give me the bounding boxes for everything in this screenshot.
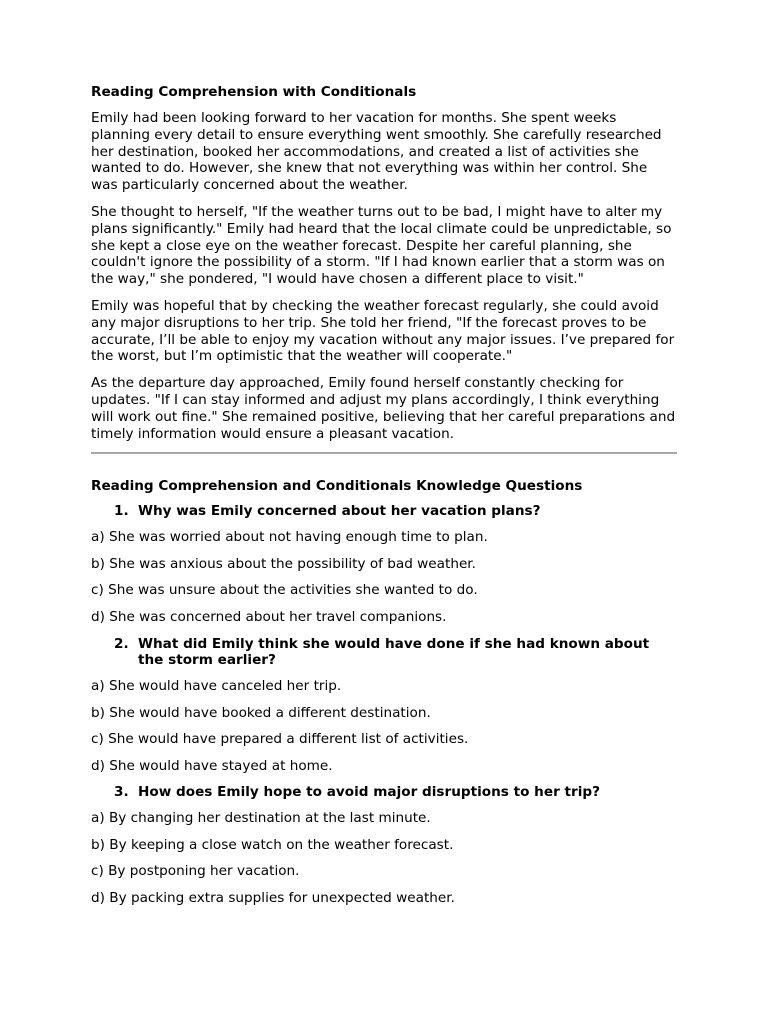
question-1	[91, 503, 677, 520]
answer-option: c) By postponing her vacation.	[91, 863, 300, 880]
passage-paragraph-1: Emily had been looking forward to her vacation for months. She spent weeks planning every detail to ensure everything went smoothly. She carefully researched her destination, booked her accommodations, and created a list of activities she wanted to do. However, she knew that not everything was within her control. She was particularly concerned about the weather.	[91, 110, 662, 194]
answer-option: a) By changing her destination at the last minute.	[91, 810, 431, 827]
questions-heading: Reading Comprehension and Conditionals Knowledge Questions	[91, 478, 583, 495]
document-page	[91, 84, 677, 917]
question-number: 1.	[114, 503, 129, 520]
answer-option: c) She would have prepared a different list of activities.	[91, 731, 469, 748]
passage-paragraph-2: She thought to herself, "If the weather turns out to be bad, I might have to alter my plans significantly." Emily had heard that the local climate could be unpredictable, so she kept a close eye on the weather forecast. Despite her careful planning, she couldn't ignore the possibility of a storm. "If I had known earlier that a storm was on the way," she pondered, "I would have chosen a different place to visit."	[91, 203, 672, 288]
answer-option: b) By keeping a close watch on the weather forecast.	[91, 836, 454, 853]
question-3	[91, 784, 677, 801]
answer-option: a) She would have canceled her trip.	[91, 678, 342, 695]
question-number: 3.	[114, 784, 129, 801]
question-text: What did Emily think she would have done if she had known about the storm earlier?	[138, 635, 650, 669]
question-text: How does Emily hope to avoid major disruptions to her trip?	[138, 784, 600, 801]
answer-option: c) She was unsure about the activities she wanted to do.	[91, 582, 478, 599]
answer-option: b) She would have booked a different destination.	[91, 704, 431, 721]
section-divider	[91, 452, 677, 454]
answer-option: d) She would have stayed at home.	[91, 757, 333, 774]
passage-paragraph-4: As the departure day approached, Emily found herself constantly checking for updates. "If I can stay informed and adjust my plans accordingly, I think everything will work out fine." She remained positive, believing that her careful preparations and timely information would ensure a pleasant vacation.	[91, 375, 676, 442]
passage-paragraph-3: Emily was hopeful that by checking the weather forecast regularly, she could avoid any major disruptions to her trip. She told her friend, "If the forecast proves to be accurate, I’ll be able to enjoy my vacation without any major issues. I’ve prepared for the worst, but I’m optimistic that the weather will cooperate."	[91, 297, 675, 365]
answer-option: d) By packing extra supplies for unexpected weather.	[91, 890, 455, 907]
question-text: Why was Emily concerned about her vacation plans?	[138, 503, 541, 520]
answer-option: d) She was concerned about her travel companions.	[91, 608, 447, 625]
question-2	[91, 636, 677, 670]
document-title: Reading Comprehension with Conditionals	[91, 84, 417, 100]
answer-option: b) She was anxious about the possibility of bad weather.	[91, 555, 476, 572]
question-number: 2.	[114, 635, 129, 652]
answer-option: a) She was worried about not having enough time to plan.	[91, 529, 488, 546]
